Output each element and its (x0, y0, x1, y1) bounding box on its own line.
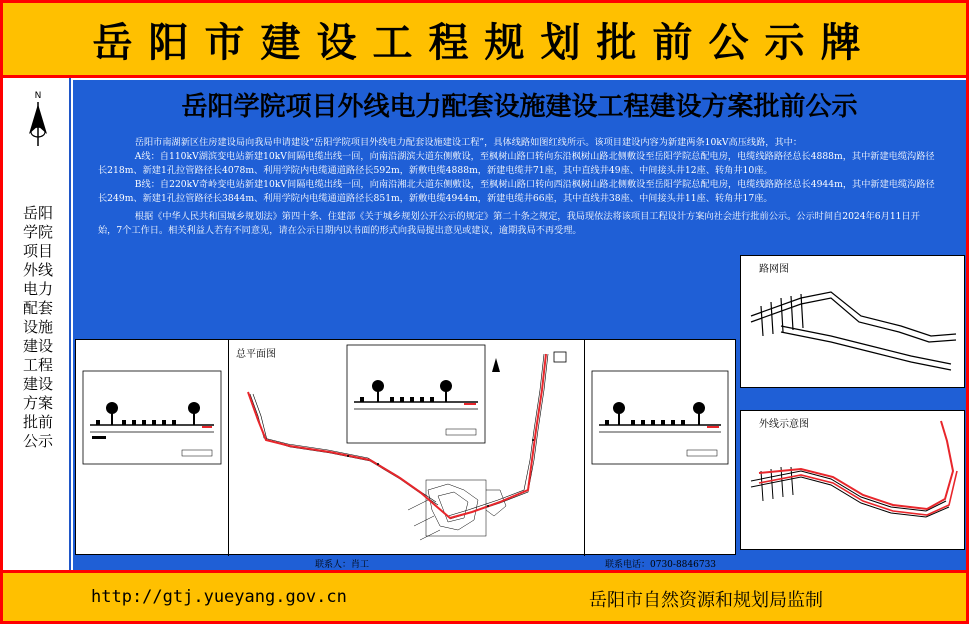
contact-row (75, 555, 736, 570)
footer-org: 岳阳市自然资源和规划局监制 (589, 590, 823, 611)
header-banner (3, 3, 966, 75)
vertical-title-line: 公示 (22, 432, 53, 450)
north-arrow-icon (23, 88, 53, 148)
vertical-title-line: 建设 (22, 375, 53, 393)
vertical-title (9, 204, 67, 451)
footer-banner (3, 573, 966, 621)
left-panel (3, 78, 71, 570)
notice-description (98, 136, 938, 238)
notice-intro: 岳阳市南湖新区住房建设局向我局申请建设“岳阳学院项目外线电力配套设施建设工程”，具体线路如图红线所示。该项目建设内容为新建两条10kV高压线路，其中： (134, 137, 803, 148)
outline-map (741, 411, 964, 549)
vertical-title-line: 建设 (22, 337, 53, 355)
notice-legal: 根据《中华人民共和国城乡规划法》第四十条、住建部《关于城乡规划公开公示的规定》第二十条之规定，我局现依法将该项目工程设计方案向社会进行批前公示。公示时间自2024年6月11日开始，7个工作日。相关利益人若有不同意见，请在公示日期内以书面的形式向我局提出意见或建议，逾期我局不再受理。 (98, 211, 920, 236)
road-network-label: 路网图 (759, 264, 789, 275)
notice-line-b: B线：自220kV奇岭变电站新建10kV间隔电缆出线一回，向南沿湘北大道东侧敷设，至枫树山路口转向西沿枫树山路北侧敷设至岳阳学院总配电房，电缆线路路径总长4944m，其中新建电缆沟路径长249m、新建1孔拉管路径长3844m、利用学院内电缆通道路径长851m，新敷电缆4944m，新建电缆井66座，其中直线井38座、中间接头井11座、转角井17座。 (98, 179, 935, 204)
vertical-title-line: 项目 (22, 242, 53, 260)
north-label: N (34, 91, 42, 101)
vertical-title-line: 电力 (22, 280, 53, 298)
cross-section-drawing-right (591, 370, 729, 465)
board-title: 岳阳市建设工程规划批前公示牌 (92, 18, 877, 66)
vertical-title-line: 岳阳 (22, 204, 53, 222)
contact-phone: 联系电话：0730-8846733 (605, 560, 717, 570)
notice-title: 岳阳学院项目外线电力配套设施建设工程建设方案批前公示 (181, 92, 858, 122)
cross-section-drawing-left (82, 370, 222, 465)
notice-line-a: A线：自110kV湖滨变电站新建10kV间隔电缆出线一回，向南沿湖滨大道东侧敷设，至枫树山路口转向东沿枫树山路北侧敷设至岳阳学院总配电房，电缆线路路径总长4888m，其中新建电缆沟路径长218m、新建1孔拉管路径长4078m、利用学院内电缆通道路径长592m，新敷电缆4888m，新建电缆井71座，其中直线井49座、中间接头井12座、转角井10座。 (98, 151, 935, 176)
route-map (228, 340, 584, 556)
general-plan-panel (75, 339, 736, 555)
general-plan-label: 总平面图 (236, 349, 276, 360)
contact-person: 联系人：肖工 (315, 560, 370, 570)
footer-url: http://gtj.yueyang.gov.cn (91, 587, 347, 607)
vertical-title-line: 批前 (22, 413, 53, 431)
vertical-title-line: 方案 (22, 394, 53, 412)
road-network-map (741, 256, 964, 387)
road-network-panel (740, 255, 965, 388)
outline-map-panel (740, 410, 965, 550)
outline-map-label: 外线示意图 (759, 419, 809, 430)
vertical-title-line: 学院 (22, 223, 53, 241)
vertical-title-line: 外线 (22, 261, 53, 279)
vertical-title-line: 配套 (22, 299, 53, 317)
vertical-title-line: 设施 (22, 318, 53, 336)
vertical-title-line: 工程 (22, 356, 53, 374)
